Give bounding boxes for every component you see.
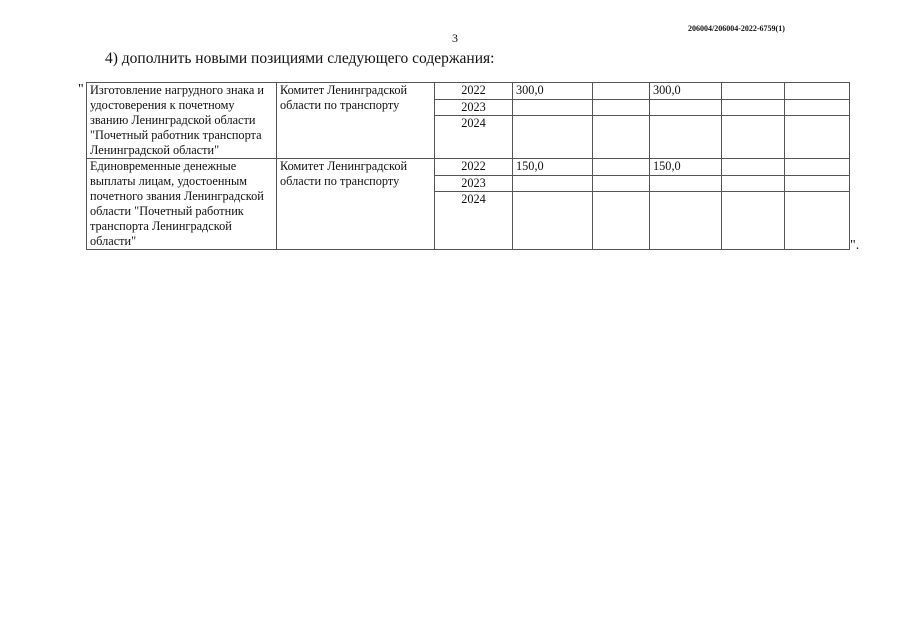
document-code: 206004/206004-2022-6759(1) — [688, 24, 785, 33]
amount-regional-cell: 300,0 — [650, 83, 722, 100]
year-cell: 2024 — [435, 192, 513, 250]
year-cell: 2023 — [435, 99, 513, 116]
amount-cell — [722, 116, 785, 159]
amount-cell — [593, 116, 650, 159]
amount-cell — [785, 175, 850, 192]
amount-regional-cell — [650, 99, 722, 116]
table-row — [87, 83, 850, 100]
amount-cell — [785, 192, 850, 250]
amount-cell — [593, 99, 650, 116]
intro-text: 4) дополнить новыми позициями следующего содержания: — [105, 50, 495, 67]
amount-cell — [593, 175, 650, 192]
amount-total-cell — [513, 192, 593, 250]
amount-total-cell — [513, 116, 593, 159]
closing-quote: ". — [850, 238, 860, 253]
year-cell: 2022 — [435, 83, 513, 100]
position-description: Единовременные денежные выплаты лицам, удостоенным почетного звания Ленинградской области "Почетный работник транспорта Ленинградской области" — [87, 159, 277, 250]
amount-cell — [722, 83, 785, 100]
amount-total-cell — [513, 175, 593, 192]
amount-cell — [593, 192, 650, 250]
amount-cell — [785, 116, 850, 159]
amount-cell — [722, 175, 785, 192]
amount-cell — [785, 99, 850, 116]
amount-regional-cell — [650, 116, 722, 159]
year-cell: 2024 — [435, 116, 513, 159]
year-cell: 2023 — [435, 175, 513, 192]
amount-cell — [785, 83, 850, 100]
amount-total-cell — [513, 99, 593, 116]
amount-cell — [722, 192, 785, 250]
amount-cell — [593, 159, 650, 176]
opening-quote: " — [78, 82, 84, 97]
position-executor: Комитет Ленинградской области по транспорту — [277, 159, 435, 250]
amount-cell — [785, 159, 850, 176]
amount-regional-cell — [650, 192, 722, 250]
amount-regional-cell: 150,0 — [650, 159, 722, 176]
positions-table — [86, 82, 850, 250]
table-row — [87, 159, 850, 176]
amount-total-cell: 300,0 — [513, 83, 593, 100]
amount-cell — [593, 83, 650, 100]
position-description: Изготовление нагрудного знака и удостоверения к почетному званию Ленинградской области "Почетный работник транспорта Ленинградской области" — [87, 83, 277, 159]
amount-cell — [722, 99, 785, 116]
year-cell: 2022 — [435, 159, 513, 176]
amount-total-cell: 150,0 — [513, 159, 593, 176]
amount-regional-cell — [650, 175, 722, 192]
page-number: 3 — [452, 31, 458, 45]
amount-cell — [722, 159, 785, 176]
position-executor: Комитет Ленинградской области по транспорту — [277, 83, 435, 159]
